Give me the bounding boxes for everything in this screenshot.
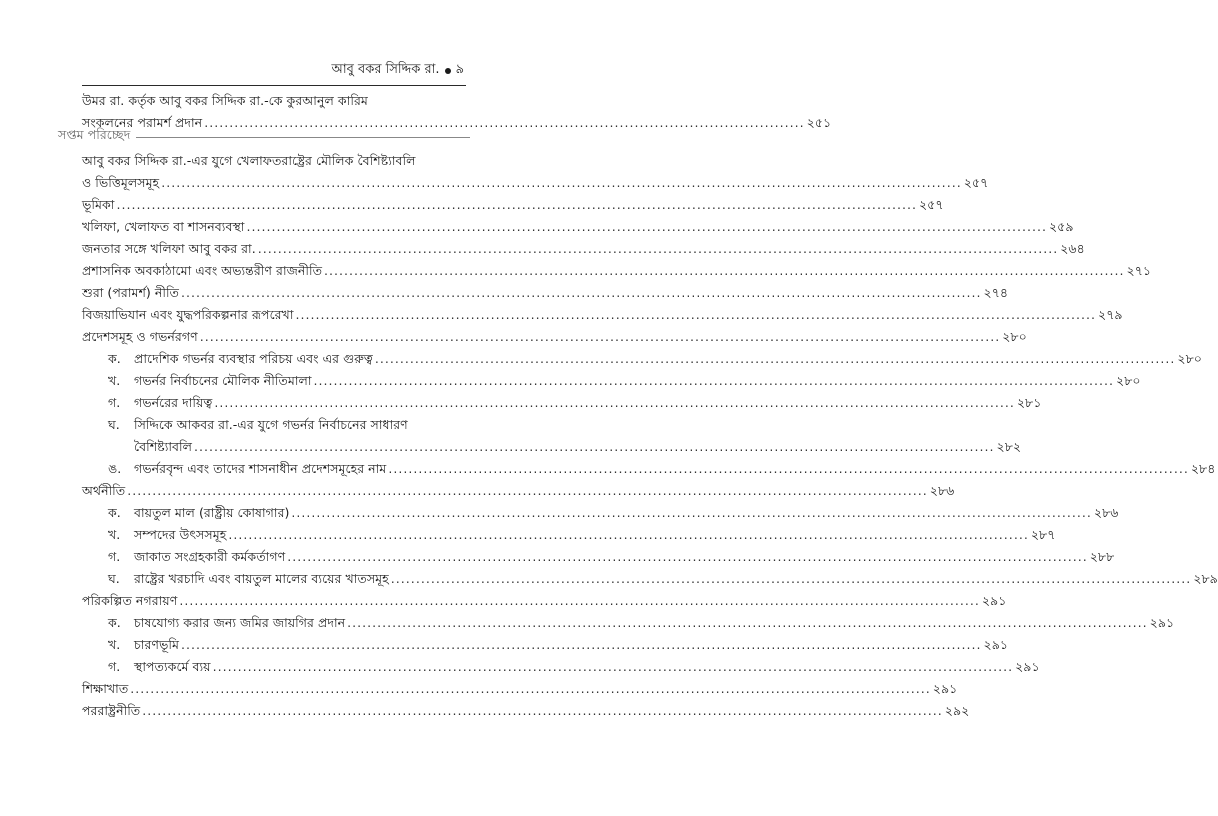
toc-entry xyxy=(82,524,1056,546)
leader-dots: ................................................................................................................................................................ xyxy=(257,241,1059,256)
toc-entry xyxy=(82,678,958,700)
toc-line: উমর রা. কর্তৃক আবু বকর সিদ্দিক রা.-কে কুরআনুল কারিম xyxy=(82,93,368,108)
leader-dots: ................................................................................................................................................................ xyxy=(347,615,1148,630)
toc-entry xyxy=(82,326,1027,348)
toc-entry-page: ২৮২ xyxy=(996,439,1022,454)
toc-entry-title: খলিফা, খেলাফত বা শাসনব্যবস্থা xyxy=(82,219,245,234)
leader-dots: ................................................................................................................................................................ xyxy=(374,351,1176,366)
toc-entry-title: ভূমিকা xyxy=(82,197,115,212)
toc-entry xyxy=(82,502,1119,524)
toc-entry-title: বৈশিষ্ট্যাবলি xyxy=(134,439,193,454)
toc-entry xyxy=(82,634,1009,656)
toc-entry-title: পররাষ্ট্রনীতি xyxy=(82,703,141,718)
leader-dots: ................................................................................................................................................................ xyxy=(291,505,1092,520)
leader-dots: ................................................................................................................................................................ xyxy=(228,527,1029,542)
toc-entry-label: ক. xyxy=(108,351,121,366)
toc-entry xyxy=(82,590,1007,612)
toc-entry-page: ২৮০ xyxy=(1116,373,1141,388)
toc-entry xyxy=(82,480,955,502)
chapter-rule xyxy=(136,137,470,138)
toc-entry-title: সম্পদের উৎসসমূহ xyxy=(134,527,227,542)
toc-entry-title: গভর্নরের দায়িত্ব xyxy=(134,395,213,410)
bullet-icon xyxy=(445,68,451,74)
table-of-contents xyxy=(82,150,1218,722)
toc-entry-title: সংকলনের পরামর্শ প্রদান xyxy=(82,115,203,130)
toc-entry-title: স্থাপত্যকর্মে ব্যয় xyxy=(134,659,211,674)
toc-entry-title: গভর্নর নির্বাচনের মৌলিক নীতিমালা xyxy=(134,373,312,388)
toc-entry-page: ২৫৯ xyxy=(1048,219,1074,234)
toc-entry-label: খ. xyxy=(108,527,121,542)
toc-entry-title: শিক্ষাখাত xyxy=(82,681,129,696)
leader-dots: ................................................................................................................................................................ xyxy=(116,197,917,212)
toc-entry-page: ২৮৭ xyxy=(1030,527,1056,542)
toc-entry-page: ২৯২ xyxy=(944,703,970,718)
toc-entry-page: ২৯১ xyxy=(983,637,1009,652)
toc-entry xyxy=(82,370,1141,392)
toc-entry-label: গ. xyxy=(108,395,121,410)
toc-line: আবু বকর সিদ্দিক রা.-এর যুগে খেলাফতরাষ্ট্রের মৌলিক বৈশিষ্ট্যাবলি xyxy=(82,153,416,168)
toc-entry-label: খ. xyxy=(108,637,121,652)
toc-entry xyxy=(82,458,1216,480)
toc-entry-title: পরিকল্পিত নগরায়ণ xyxy=(82,593,178,608)
toc-entry-page: ২৮০ xyxy=(1177,351,1202,366)
toc-entry-page: ২৯১ xyxy=(1015,659,1040,674)
toc-entry-page: ২৭৪ xyxy=(983,285,1009,300)
toc-entry xyxy=(82,238,1085,260)
toc-entry-label: ঙ. xyxy=(108,461,122,476)
toc-entry-page: ২৬৪ xyxy=(1060,241,1085,256)
toc-entry-page: ২৫১ xyxy=(806,115,832,130)
toc-entry xyxy=(82,282,1009,304)
toc-entry-page: ২৫৭ xyxy=(963,175,989,190)
toc-entry xyxy=(82,392,1042,414)
toc-entry-label: গ. xyxy=(108,659,121,674)
toc-entry xyxy=(82,304,1123,326)
toc-entry-title: প্রদেশসমূহ ও গভর্নরগণ xyxy=(82,329,198,344)
toc-entry xyxy=(82,260,1152,282)
toc-entry-title: জাকাত সংগ্রহকারী কর্মকর্তাগণ xyxy=(134,549,286,564)
leader-dots: ................................................................................................................................................................ xyxy=(130,681,931,696)
toc-entry-label: ক. xyxy=(108,505,121,520)
toc-entry xyxy=(82,568,1218,590)
toc-entry xyxy=(82,546,1115,568)
toc-entry-title: প্রশাসনিক অবকাঠামো এবং অভ্যন্তরীণ রাজনীতি xyxy=(82,263,323,278)
toc-entry xyxy=(82,216,1074,238)
toc-entry-title: গভর্নরবৃন্দ এবং তাদের শাসনাধীন প্রদেশসমূহের নাম xyxy=(134,461,387,476)
toc-entry-title: শুরা (পরামর্শ) নীতি xyxy=(82,285,179,300)
leader-dots: ................................................................................................................................................................ xyxy=(388,461,1189,476)
header-title: আবু বকর সিদ্দিক রা. xyxy=(331,62,440,77)
toc-entry-title: সিদ্দিকে আকবর রা.-এর যুগে গভর্নর নির্বাচনের সাধারণ xyxy=(134,417,408,432)
toc-entry-title: প্রাদেশিক গভর্নর ব্যবস্থার পরিচয় এবং এর গুরুত্ব xyxy=(134,351,373,366)
toc-entry-label: ক. xyxy=(108,615,121,630)
leader-dots: ................................................................................................................................................................ xyxy=(194,439,995,454)
toc-entry xyxy=(82,436,1022,458)
toc-entry-page: ২৮৬ xyxy=(1093,505,1119,520)
header-page-number: ৯ xyxy=(455,62,464,77)
toc-entry xyxy=(82,700,970,722)
toc-entry-label: গ. xyxy=(108,549,121,564)
toc-entry xyxy=(82,172,989,194)
header-divider xyxy=(82,85,466,86)
leader-dots: ................................................................................................................................................................ xyxy=(390,571,1192,586)
leader-dots: ................................................................................................................................................................ xyxy=(180,637,982,652)
toc-entry-label: ঘ. xyxy=(108,417,120,432)
toc-entry xyxy=(82,348,1202,370)
leader-dots: ................................................................................................................................................................ xyxy=(127,483,928,498)
toc-entry-title: রাষ্ট্রের খরচাদি এবং বায়তুল মালের ব্যয়ের খাতসমূহ xyxy=(134,571,389,586)
leader-dots: ................................................................................................................................................................ xyxy=(313,373,1115,388)
leader-dots: ........................................................................................................................ xyxy=(204,115,805,130)
leader-dots: ................................................................................................................................................................ xyxy=(295,307,1096,322)
chapter-title: সপ্তম পরিচ্ছেদ xyxy=(58,127,131,142)
chapter-heading xyxy=(58,127,470,147)
toc-entry-page: ২৮৪ xyxy=(1190,461,1216,476)
leader-dots: ................................................................................................................................................................ xyxy=(161,175,962,190)
running-header xyxy=(331,60,464,81)
toc-entry-page: ২৯১ xyxy=(981,593,1007,608)
toc-entry-title: ও ভিত্তিমূলসমূহ xyxy=(82,175,160,190)
toc-entry xyxy=(82,612,1175,634)
toc-entry-page: ২৭১ xyxy=(1126,263,1152,278)
toc-entry-title: চারণভূমি xyxy=(134,637,179,652)
leader-dots: ................................................................................................................................................................ xyxy=(179,593,980,608)
toc-entry-page: ২৫৭ xyxy=(918,197,944,212)
toc-entry xyxy=(82,194,944,216)
leader-dots: ................................................................................................................................................................ xyxy=(199,329,1001,344)
toc-entry-page: ২৯১ xyxy=(932,681,958,696)
leader-dots: ................................................................................................................................................................ xyxy=(324,263,1125,278)
toc-entry-title: বায়তুল মাল (রাষ্ট্রীয় কোষাগার) xyxy=(134,505,290,520)
toc-entry-title: অর্থনীতি xyxy=(82,483,126,498)
leader-dots: ................................................................................................................................................................ xyxy=(287,549,1088,564)
toc-entry-page: ২৯১ xyxy=(1149,615,1175,630)
toc-entry-page: ২৮১ xyxy=(1016,395,1042,410)
toc-entry xyxy=(82,656,1040,678)
toc-entry-label: ঘ. xyxy=(108,571,120,586)
toc-entry-title: বিজয়াভিযান এবং যুদ্ধপরিকল্পনার রূপরেখা xyxy=(82,307,294,322)
leader-dots: ................................................................................................................................................................ xyxy=(212,659,1014,674)
toc-entry-page: ২৮০ xyxy=(1002,329,1027,344)
toc-entry-page: ২৮৯ xyxy=(1193,571,1218,586)
toc-entry-title: চাষযোগ্য করার জন্য জমির জায়গির প্রদান xyxy=(134,615,346,630)
toc-entry-page: ২৮৮ xyxy=(1089,549,1115,564)
leader-dots: ................................................................................................................................................................ xyxy=(246,219,1047,234)
toc-entry-title: জনতার সঙ্গে খলিফা আবু বকর রা. xyxy=(82,241,256,256)
leader-dots: ................................................................................................................................................................ xyxy=(181,285,982,300)
toc-entry-label: খ. xyxy=(108,373,121,388)
toc-entry-page: ২৮৬ xyxy=(929,483,955,498)
toc-entry xyxy=(82,414,466,436)
leader-dots: ................................................................................................................................................................ xyxy=(142,703,943,718)
leader-dots: ................................................................................................................................................................ xyxy=(214,395,1015,410)
toc-entry-page: ২৭৯ xyxy=(1098,307,1123,322)
